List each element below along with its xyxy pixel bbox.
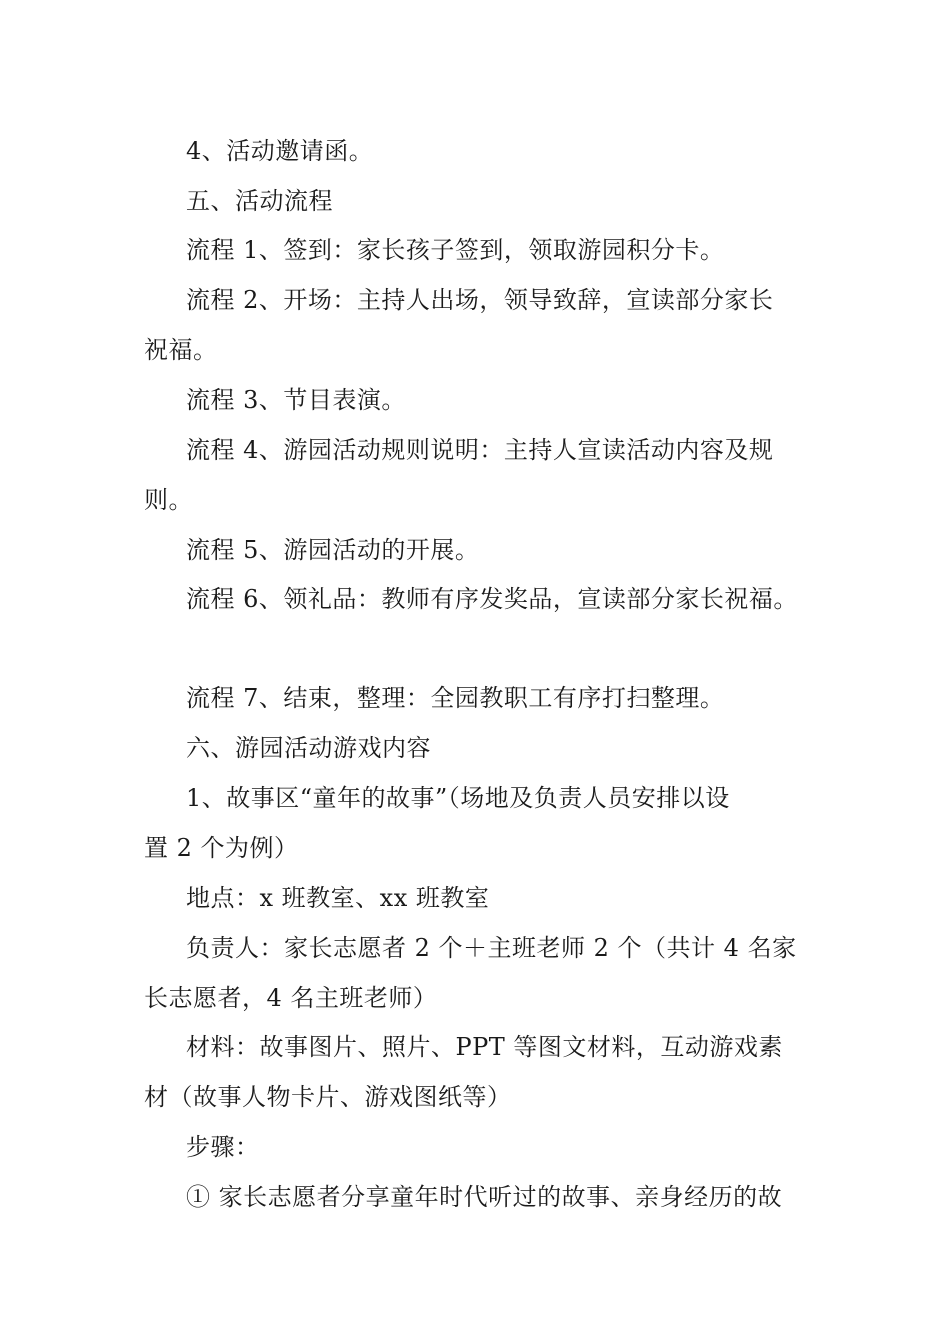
line-story-area: 1、故事区“童年的故事”（场地及负责人员安排以设 [186, 784, 730, 812]
line-process-7: 流程 7、结束，整理：全园教职工有序打扫整理。 [186, 684, 725, 712]
line-process-4-cont: 则。 [144, 486, 193, 514]
heading-activity-process: 五、活动流程 [186, 187, 333, 215]
line-responsible-cont: 长志愿者，4 名主班老师） [144, 984, 438, 1012]
line-process-2-cont: 祝福。 [144, 336, 218, 364]
line-process-3: 流程 3、节目表演。 [186, 386, 406, 414]
line-process-2: 流程 2、开场：主持人出场，领导致辞，宣读部分家长 [186, 286, 774, 314]
line-location: 地点：x 班教室、xx 班教室 [186, 884, 490, 912]
line-materials-cont: 材（故事人物卡片、游戏图纸等） [144, 1083, 512, 1111]
line-responsible: 负责人：家长志愿者 2 个＋主班老师 2 个（共计 4 名家 [186, 934, 797, 962]
line-invitation: 4、活动邀请函。 [186, 137, 374, 165]
line-story-area-cont: 置 2 个为例） [144, 834, 299, 862]
line-step-1: ① 家长志愿者分享童年时代听过的故事、亲身经历的故 [186, 1183, 783, 1211]
line-steps: 步骤： [186, 1133, 260, 1161]
line-process-1: 流程 1、签到：家长孩子签到，领取游园积分卡。 [186, 236, 725, 264]
line-process-6: 流程 6、领礼品：教师有序发奖品，宣读部分家长祝福。 [186, 585, 798, 613]
line-process-4: 流程 4、游园活动规则说明：主持人宣读活动内容及规 [186, 436, 774, 464]
heading-game-content: 六、游园活动游戏内容 [186, 734, 431, 762]
line-process-5: 流程 5、游园活动的开展。 [186, 536, 480, 564]
line-materials: 材料：故事图片、照片、PPT 等图文材料，互动游戏素 [186, 1033, 783, 1061]
